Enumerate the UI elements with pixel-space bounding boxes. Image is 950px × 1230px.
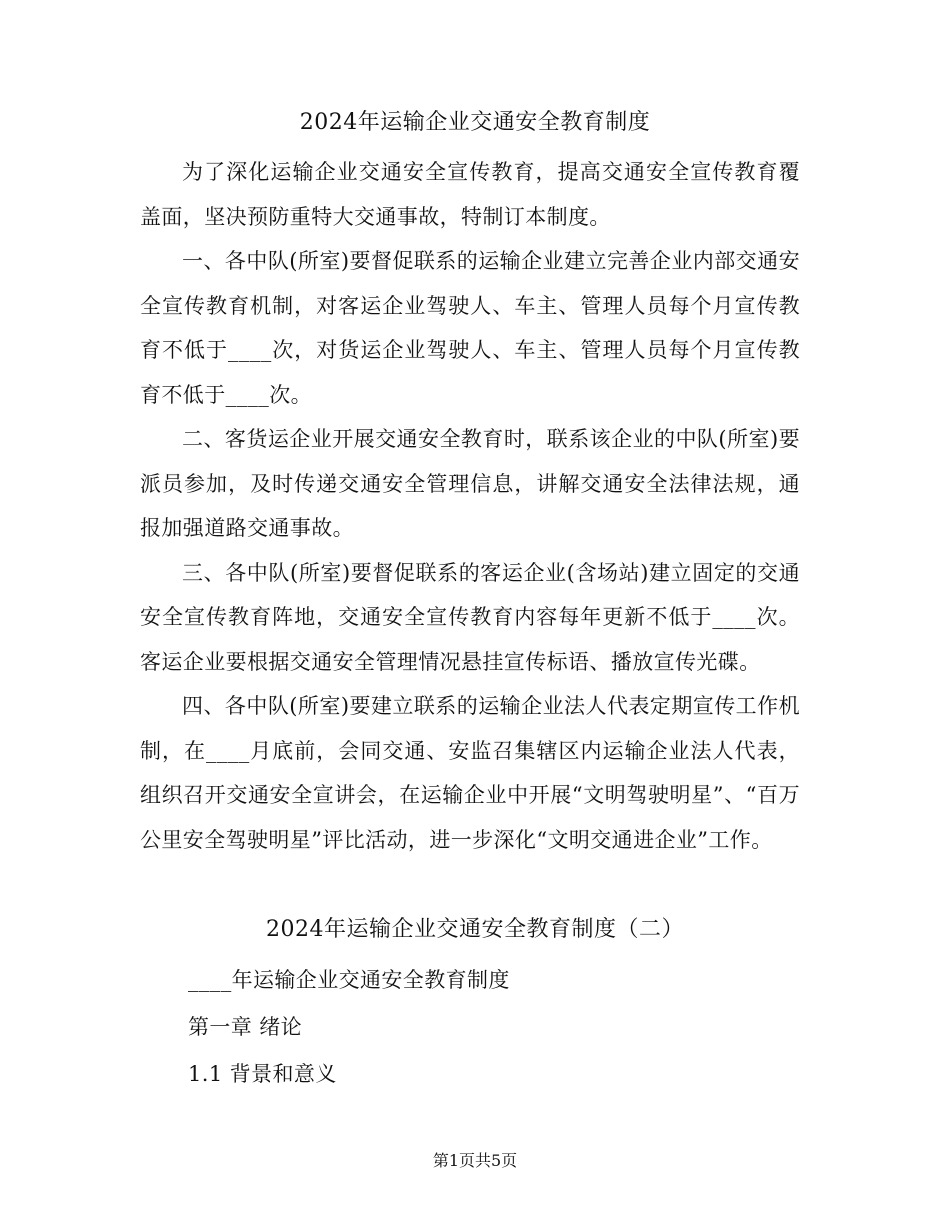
paragraph-item-4: 四、各中队(所室)要建立联系的运输企业法人代表定期宣传工作机制，在____月底前，会同交通、安监召集辖区内运输企业法人代表，组织召开交通安全宣讲会，在运输企业中开展“文明驾驶明星”、“百万公里安全驾驶明星”评比活动，进一步深化“文明交通进企业”工作。 (140, 694, 800, 852)
second-document-title: 2024年运输企业交通安全教育制度（二） (266, 917, 684, 942)
page-number: 第1页共5页 (432, 1151, 518, 1170)
paragraph-item-1: 一、各中队(所室)要督促联系的运输企业建立完善企业内部交通安全宣传教育机制，对客运企业驾驶人、车主、管理人员每个月宣传教育不低于____次，对货运企业驾驶人、车主、管理人员每个月宣传教育不低于____次。 (140, 249, 800, 407)
second-doc-heading: ____年运输企业交通安全教育制度 (188, 968, 510, 992)
paragraph-item-3: 三、各中队(所室)要督促联系的客运企业(含场站)建立固定的交通安全宣传教育阵地，交通安全宣传教育内容每年更新不低于____次。客运企业要根据交通安全管理情况悬挂宣传标语、播放宣传光碟。 (140, 560, 800, 674)
section-heading: 1.1 背景和意义 (188, 1062, 337, 1086)
second-document-body (188, 957, 510, 1098)
chapter-heading: 第一章 绪论 (188, 1015, 303, 1039)
document-body (140, 150, 800, 862)
paragraph-intro: 为了深化运输企业交通安全宣传教育，提高交通安全宣传教育覆盖面，坚决预防重特大交通事故，特制订本制度。 (140, 160, 800, 229)
document-title: 2024年运输企业交通安全教育制度 (299, 110, 651, 135)
paragraph-item-2: 二、客货运企业开展交通安全教育时，联系该企业的中队(所室)要派员参加，及时传递交通安全管理信息，讲解交通安全法律法规，通报加强道路交通事故。 (140, 427, 800, 540)
